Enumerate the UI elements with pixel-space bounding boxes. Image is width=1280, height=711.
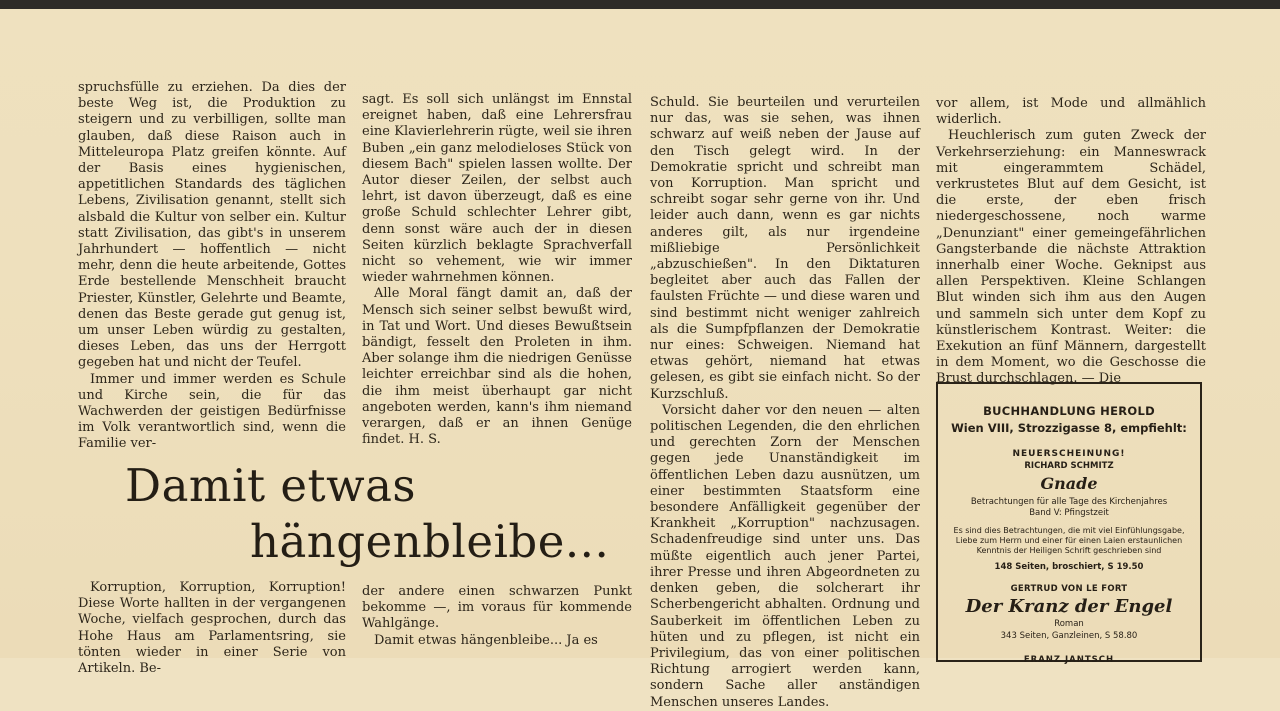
ad-book-title: Der Kranz der Engel bbox=[965, 596, 1173, 617]
ad-author: RICHARD SCHMITZ bbox=[1024, 461, 1114, 471]
paragraph: spruchsfülle zu erziehen. Da dies der beste Weg ist, die Produktion zu steigern und zu verbilligen, sollte man glauben, daß diese Raison auch in Mitteleuropa Platz greifen könnte. Auf der Basis eines hygienischen, appetitlichen Standards des täglichen Lebens, Zivilisation genannt, stellt sich alsbald die Kultur von selber ein. Kultur statt Zivilisation, das gibt's in unserem Jahrhundert — hoffentlich — nicht mehr, denn die heute arbeitende, Gottes Erde bestellende Menschheit braucht Priester, Künstler, Gelehrte und Beamte, denen das Beste gerade gut genug ist, um unser Leben würdig zu gestalten, dieses Leben, das uns der Herrgott gegeben hat und nicht der Teufel. bbox=[78, 80, 346, 371]
bookshop-advertisement bbox=[936, 382, 1202, 665]
ad-description: Es sind dies Betrachtungen, die mit viel Einfühlungsgabe, Liebe zum Herrn und einer für einen Laien erstaunlichen Kenntnis der Heiligen Schrift geschrieben sind bbox=[953, 526, 1185, 555]
article-headline bbox=[125, 458, 610, 570]
column-3 bbox=[650, 95, 920, 711]
paragraph: Schuld. Sie beurteilen und verurteilen nur das, was sie sehen, was ihnen schwarz auf weiß neben der Jause auf den Tisch gelegt wird. In der Demokratie spricht und schreibt man von Korruption. Man spricht und schreibt sogar sehr gerne von ihr. Und leider auch dann, wenn es gar nichts anderes gilt, als nur irgendeine mißliebige Persönlichkeit „abzuschießen". In den Diktaturen begleitet aber auch das Fallen der faulsten Früchte — und diese waren und sind bestimmt nicht weniger zahlreich als die Sumpfpflanzen der Demokratie nur eines: Schweigen. Niemand hat etwas gehört, niemand hat etwas gelesen, es gibt sie einfach nicht. So der Kurzschluß. bbox=[650, 95, 920, 402]
ad-genre: Roman bbox=[1054, 619, 1084, 629]
paragraph: Heuchlerisch zum guten Zweck der Verkehrserziehung: ein Manneswrack mit eingerammtem Schädel, verkrustetes Blut auf dem Gesicht, ist die erste, der eben frisch niedergeschossene, noch warme „Denunziant" einer gemeingefährlichen Gangsterbande die nächste Attraktion innerhalb einer Woche. Geknipst aus allen Perspektiven. Kleine Schlangen Blut winden sich ihm aus den Augen und sammeln sich unter dem Kopf zu künstlerischem Kontrast. Weiter: die Exekution an fünf Männern, dargestellt in dem Moment, wo die Geschosse die Brust durchschlagen. — Die bbox=[936, 128, 1206, 387]
ad-price: 343 Seiten, Ganzleinen, S 58.80 bbox=[1000, 631, 1138, 641]
column-2-article bbox=[362, 584, 632, 649]
ad-shop-name: BUCHHANDLUNG HEROLD bbox=[983, 404, 1155, 418]
ad-price: 148 Seiten, broschiert, S 19.50 bbox=[994, 562, 1144, 572]
paragraph: Immer und immer werden es Schule und Kirche sein, die für das Wachwerden der geistigen Bedürfnisse im Volk verantwortlich sind, wenn die Familie ver- bbox=[78, 371, 346, 452]
ad-new-release: NEUERSCHEINUNG! bbox=[1012, 449, 1126, 459]
ad-book-title: Gnade bbox=[1040, 474, 1098, 493]
paragraph: Korruption, Korruption, Korruption! Diese Worte hallten in der vergangenen Woche, vielfach gesprochen, durch das Hohe Haus am Parlamentsring, sie tönten wieder in einer Serie von Artikeln. Be- bbox=[78, 580, 346, 677]
column-4 bbox=[936, 96, 1206, 388]
paragraph: Vorsicht daher vor den neuen — alten politischen Legenden, die den ehrlichen und gerechten Zorn der Menschen gegen jede Unanständigkeit im öffentlichen Leben dazu ausnützen, um einer bestimmten Staatsform eine besondere Anfälligkeit gegenüber der Krankheit „Korruption" nachzusagen. Schadenfreudige sind unter uns. Das müßte eigentlich auch jener Partei, ihrer Presse und ihren Abgeordneten zu denken geben, die solcherart ihr Scherbengericht abhalten. Ordnung und Sauberkeit im öffentlichen Leben zu hüten und zu pflegen, ist nicht ein Privilegium, das von einer politischen Richtung arrogiert werden kann, sondern Sache aller anständigen Menschen unseres Landes. bbox=[650, 402, 920, 710]
paragraph: Damit etwas hängenbleibe... Ja es bbox=[374, 632, 598, 648]
ad-author: GERTRUD VON LE FORT bbox=[1010, 584, 1128, 594]
ad-address: Wien VIII, Strozzigasse 8, empfiehlt: bbox=[951, 421, 1187, 435]
top-edge bbox=[0, 0, 1280, 9]
column-1-top bbox=[78, 80, 346, 453]
paragraph: sagt. Es soll sich unlängst im Ennstal ereignet haben, daß eine Lehrersfrau eine Klavierlehrerin rügte, weil sie ihren Buben „ein ganz melodieloses Stück von diesem Bach" spielen lassen wollte. Der Autor dieser Zeilen, der selbst auch lehrt, ist davon überzeugt, daß es eine große Schuld schlechter Lehrer gibt, denn sonst wäre auch der in diesen Seiten kürzlich beklagte Sprachverfall nicht so vehement, wie wir immer wieder wahrnehmen können. bbox=[362, 92, 632, 286]
ad-author: FRANZ JANTSCH bbox=[1023, 655, 1115, 665]
ad-subtitle: Betrachtungen für alle Tage des Kirchenjahres bbox=[970, 497, 1168, 507]
column-2-top bbox=[362, 92, 632, 448]
paragraph: vor allem, ist Mode und allmählich widerlich. bbox=[936, 96, 1206, 128]
paragraph: der andere einen schwarzen Punkt bekomme —, im voraus für kommende Wahlgänge. bbox=[362, 584, 632, 632]
headline-line-2: hängenbleibe... bbox=[250, 515, 610, 568]
paragraph: Alle Moral fängt damit an, daß der Mensch sich seiner selbst bewußt wird, in Tat und Wort. Und dieses Bewußtsein bändigt, fesselt den Proleten in ihm. Aber solange ihm die niedrigen Genüsse leichter erreichbar sind als die hohen, die ihm meist überhaupt gar nicht angeboten werden, kann's ihm niemand verargen, daß er an ihnen Genüge findet. H. S. bbox=[362, 286, 632, 448]
column-1-article bbox=[78, 580, 346, 677]
ad-volume: Band V: Pfingstzeit bbox=[1029, 508, 1109, 518]
headline-line-1: Damit etwas bbox=[125, 459, 417, 512]
